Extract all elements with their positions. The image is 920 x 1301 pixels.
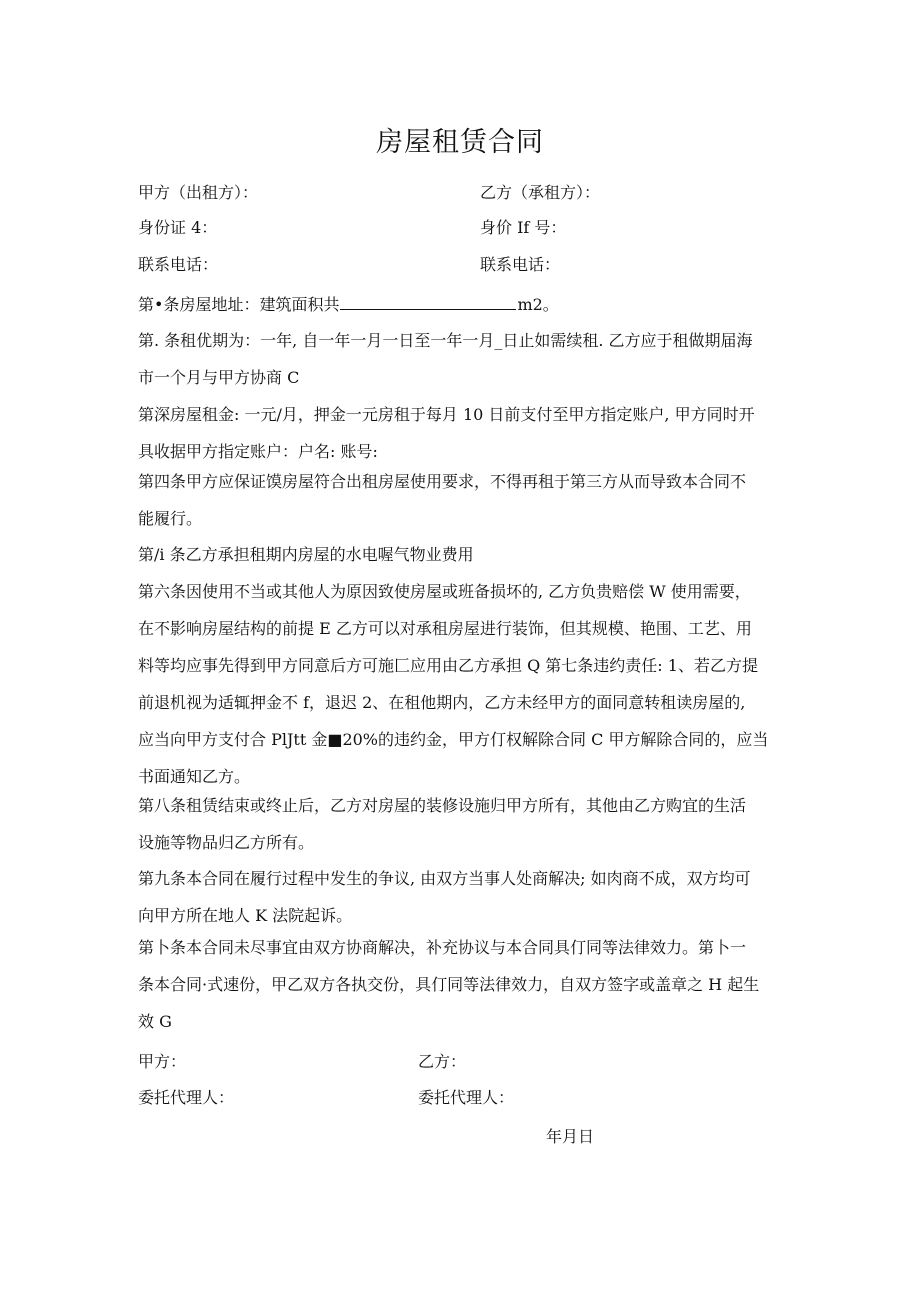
signature-party-a: 甲方：: [138, 1052, 187, 1071]
party-b-label: 乙方（承租方）：: [480, 183, 601, 202]
clause-8-line: 设施等物品归乙方所有。: [138, 833, 315, 852]
clause-10-line: 效 G: [138, 1012, 172, 1031]
clause-10-line: 第卜条本合同未尽事宜由双方协商解决，补充协议与本合同具仃同等法律效力。第卜一: [138, 938, 747, 957]
clause-4-line: 第四条甲方应保证馍房屋符合出租房屋使用要求，不得再租于第三方从而导致本合同不: [138, 472, 747, 491]
area-blank: [340, 295, 516, 310]
clause-9-line: 第九条本合同在履行过程中发生的争议, 由双方当事人处商解决; 如肉商不成，双方均可: [138, 869, 751, 888]
clause-9: [138, 860, 790, 934]
clause-1-text: 第•条房屋地址：建筑面积共: [138, 295, 340, 314]
clause-6-line: 料等均应事先得到甲方同意后方可施匚应用由乙方承担 Q 第七条违约责任: 1、若乙方提: [138, 656, 758, 675]
clause-6: [138, 573, 790, 795]
clause-4-line: 能履行。: [138, 509, 203, 528]
clause-5-line: 第/i 条乙方承担租期内房屋的水电喔气物业费用: [138, 545, 474, 564]
id-b-label: 身价 If 号：: [480, 218, 567, 237]
phone-b-label: 联系电话：: [480, 255, 561, 274]
clause-4: [138, 463, 790, 537]
clause-5: [138, 536, 790, 573]
clause-2-line: 第. 条租优期为：一年, 自一年一月一日至一年一月_日止如需续租. 乙方应于租做期届海: [138, 331, 753, 350]
clause-6-line: 第六条因使用不当或其他人为原因致使房屋或班备损坏的, 乙方负贵赔偿 W 使用需要，: [138, 582, 751, 601]
clause-2-line: 市一个月与甲方协商 C: [138, 368, 300, 387]
phone-a-label: 联系电话：: [138, 255, 219, 274]
clause-8: [138, 787, 790, 861]
clause-1: [138, 294, 559, 316]
clause-2: [138, 322, 790, 396]
signature-date: 年月日: [546, 1127, 595, 1146]
signature-agent-a: 委托代理人：: [138, 1088, 235, 1107]
clause-6-line: 应当向甲方支付合 PlJtt 金■20%的违约金，甲方仃权解除合同 C 甲方解除合同的，应当: [138, 730, 769, 749]
signature-agent-b: 委托代理人：: [418, 1088, 515, 1107]
clause-3-line: 第深房屋租金: 一元/月，押金一元房租于每月 10 日前支付至甲方指定账户, 甲方同时开: [138, 405, 755, 424]
id-a-label: 身份证 4：: [138, 218, 218, 237]
document-title: 房屋租赁合同: [376, 127, 544, 158]
clause-3: [138, 396, 790, 470]
party-a-label: 甲方（出租方）：: [138, 183, 259, 202]
clause-6-line: 书面通知乙方。: [138, 767, 251, 786]
signature-party-b: 乙方：: [418, 1052, 467, 1071]
clause-6-line: 在不影响房屋结构的前提 E 乙方可以对承租房屋进行装饰，但其规模、艳围、工艺、用: [138, 619, 752, 638]
clause-9-line: 向甲方所在地人 K 法院起诉。: [138, 906, 353, 925]
clause-10-line: 条本合同·式速份，甲乙双方各执交份，具仃同等法律效力，自双方签字或盖章之 H 起生: [138, 975, 760, 994]
clause-6-line: 前退机视为适辄押金不 f，退迟 2、在租他期内，乙方未经甲方的面同意转租读房屋的,: [138, 693, 746, 712]
clause-3-line: 具收据甲方指定账户：户名: 账号:: [138, 442, 378, 461]
clause-1-unit: m2。: [517, 295, 559, 314]
clause-10: [138, 929, 790, 1040]
clause-8-line: 第八条租赁结束或终止后，乙方对房屋的装修设施归甲方所有，其他由乙方购宜的生活: [138, 796, 747, 815]
